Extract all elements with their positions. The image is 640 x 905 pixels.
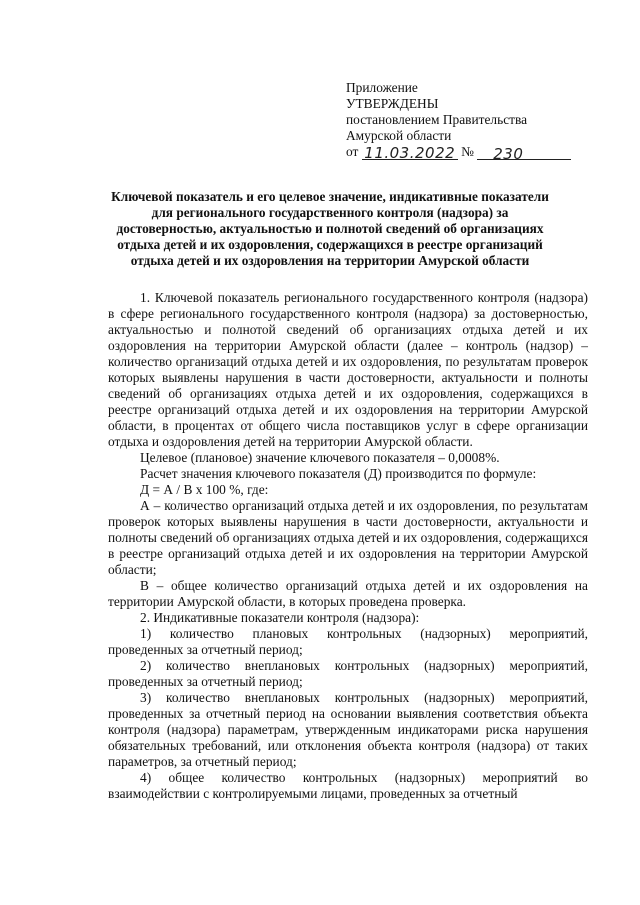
approved-by-label: постановлением Правительства bbox=[346, 112, 528, 127]
title-line-1: Ключевой показатель и его целевое значение, индикативные показатели bbox=[111, 189, 549, 204]
list-item-2: 2) количество внеплановых контрольных (надзорных) мероприятий, проведенных за отчетный период; bbox=[108, 658, 588, 689]
title-line-5: отдыха детей и их оздоровления на территории Амурской области bbox=[130, 253, 530, 268]
approved-label: УТВЕРЖДЕНЫ bbox=[346, 96, 439, 111]
list-item-1: 1) количество плановых контрольных (надзорных) мероприятий, проведенных за отчетный период; bbox=[108, 626, 588, 657]
number-underline bbox=[477, 145, 571, 163]
document-title bbox=[70, 189, 590, 269]
date-prefix: от bbox=[346, 144, 359, 159]
paragraph-formula-intro: Расчет значения ключевого показателя (Д) производится по формуле: bbox=[140, 466, 537, 481]
title-line-2: для регионального государственного контроля (надзора) за bbox=[151, 205, 509, 220]
list-item-4: 4) общее количество контрольных (надзорных) мероприятий во взаимодействии с контролируемыми лицами, проведенных за отчетный bbox=[108, 770, 588, 801]
paragraph-key-indicator: 1. Ключевой показатель регионального государственного контроля (надзора) в сфере регионального государственного контроля (надзора) за достоверностью, актуальностью и полнотой сведений об организациях отдыха детей и их оздоровления на территории Амурской области (далее – контроль (надзор) – количество организаций отдыха детей и их оздоровления, по результатам проверок которых выявлены нарушения в части достоверности, актуальности и полноты сведений об организациях отдыха детей и их оздоровления, содержащихся в реестре организаций отдыха детей и их оздоровления на территории Амурской области, в процентах от общего числа поставщиков услуг в сфере организации отдыха и оздоровления детей на территории Амурской области. bbox=[108, 290, 588, 449]
appendix-label: Приложение bbox=[346, 80, 418, 95]
region-label: Амурской области bbox=[346, 128, 452, 143]
approval-block bbox=[346, 80, 606, 161]
title-line-4: отдыха детей и их оздоровления, содержащихся в реестре организаций bbox=[117, 237, 543, 252]
handwritten-date: 11.03.2022 bbox=[364, 144, 456, 162]
paragraph-target-value: Целевое (плановое) значение ключевого показателя – 0,0008%. bbox=[140, 450, 500, 465]
date-underline bbox=[362, 145, 458, 160]
title-line-3: достоверностью, актуальностью и полнотой сведений об организациях bbox=[116, 221, 544, 236]
paragraph-variable-a: А – количество организаций отдыха детей и их оздоровления, по результатам проверок которых выявлены нарушения в части достоверности, актуальности и полноты сведений об организациях отдыха детей и их оздоровления, содержащихся в реестре организаций отдыха детей и их оздоровления на территории Амурской области; bbox=[108, 498, 588, 577]
handwritten-number: 230 bbox=[493, 145, 524, 163]
number-sign: № bbox=[461, 144, 474, 159]
paragraph-variable-b: В – общее количество организаций отдыха детей и их оздоровления на территории Амурской области, в которых проведена проверка. bbox=[108, 578, 588, 609]
date-number-row bbox=[346, 144, 606, 161]
paragraph-indicative-heading: 2. Индикативные показатели контроля (надзора): bbox=[140, 610, 420, 625]
paragraph-formula: Д = А / В х 100 %, где: bbox=[140, 482, 269, 497]
document-body bbox=[108, 290, 588, 802]
list-item-3: 3) количество внеплановых контрольных (надзорных) мероприятий, проведенных за отчетный период на основании выявления соответствия объекта контроля (надзора) параметрам, утвержденным индикаторами риска нарушения обязательных требований, или отклонения объекта контроля (надзора) от таких параметров, за отчетный период; bbox=[108, 690, 588, 769]
